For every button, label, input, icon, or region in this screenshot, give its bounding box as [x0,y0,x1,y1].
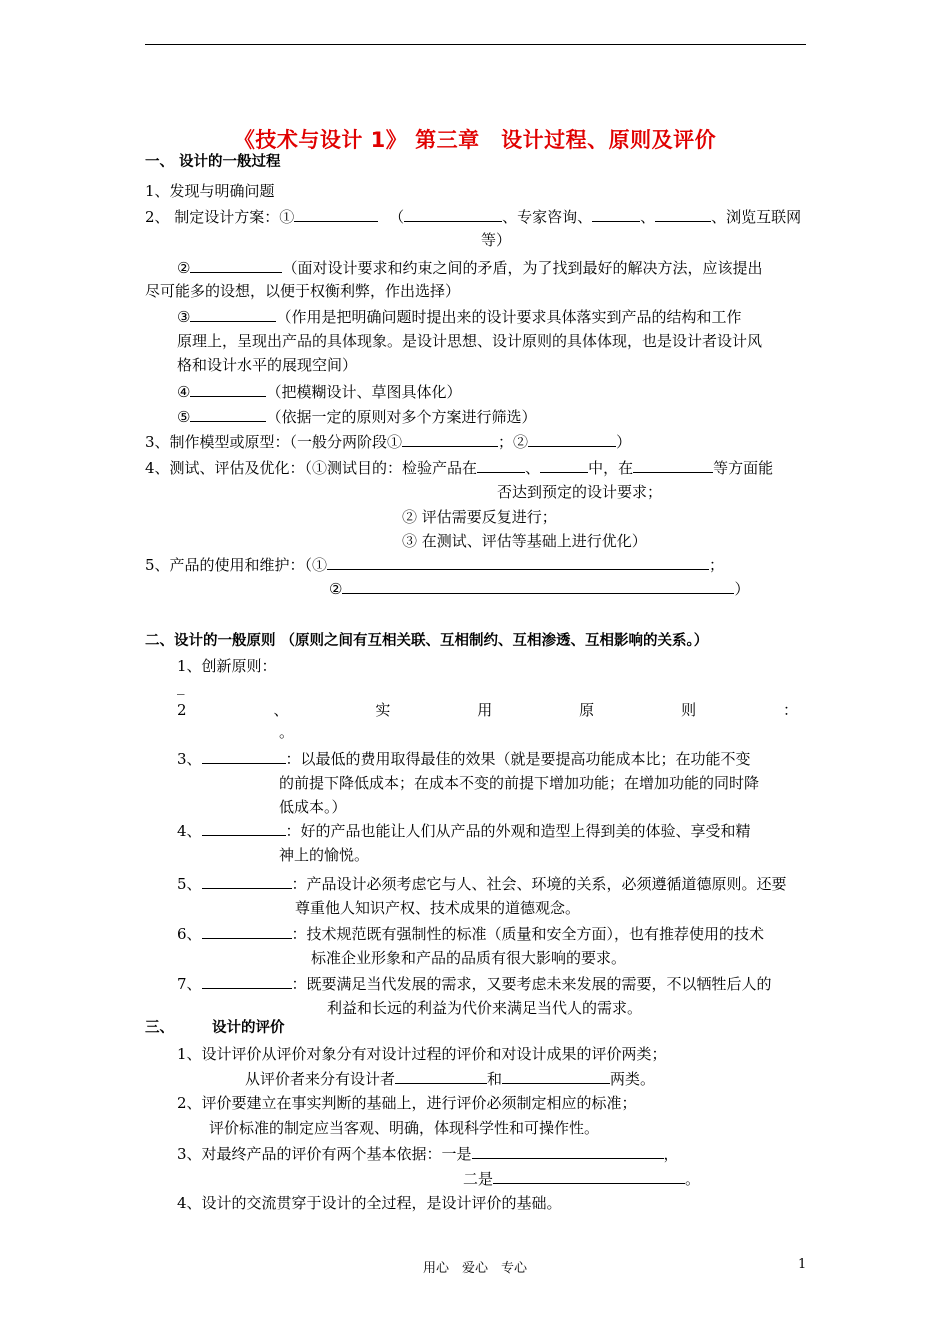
blank-field[interactable] [342,578,734,594]
blank-field[interactable] [202,923,292,939]
blank-field[interactable] [493,1168,685,1184]
s3-eval-1-b: 从评价者来分有设计者 和 两类。 [245,1070,656,1088]
s3-eval-3: 3、对最终产品的评价有两个基本依据：一是 ， [177,1145,679,1163]
s2-rule-7: 7、 ：既要满足当代发展的需求，又要考虑未来发展的需要，不以牺牲后人的 [177,975,772,993]
section-1-heading: 一、 设计的一般过程 [145,154,281,170]
blank-field[interactable] [190,257,282,273]
s1-item-4: 4、测试、评估及优化：（①测试目的：检验产品在 、 中，在 等方面能 [145,459,774,477]
s1-plan-5: ⑤ （依据一定的原则对多个方案进行筛选） [177,408,537,426]
s2-rule-1: 1、创新原则： [177,657,277,675]
blank-field[interactable] [477,457,525,473]
s3-eval-1: 1、设计评价从评价对象分有对设计过程的评价和对设计成果的评价两类； [177,1045,667,1063]
blank-field[interactable] [190,306,276,322]
s3-eval-3-b: 二是 。 [463,1170,701,1188]
blank-field[interactable] [294,206,378,222]
s2-rule-5: 5、 ：产品设计必须考虑它与人、社会、环境的关系，必须遵循道德原则。还要 [177,875,787,893]
s2-rule-3-cont-1: 的前提下降低成本；在成本不变的前提下增加功能；在增加功能的同时降 [279,774,760,792]
header-rule [145,44,806,45]
s2-rule-7-cont: 利益和长远的利益为代价来满足当代人的需求。 [327,999,643,1017]
section-2-heading: 二、设计的一般原则 （原则之间有互相关联、互相制约、互相渗透、互相影响的关系。） [145,633,709,649]
blank-field[interactable] [202,873,292,889]
s2-rule-2-end: 。 [279,723,295,741]
s1-plan-3-cont-1: 原理上，呈现出产品的具体现象。是设计思想、设计原则的具体体现，也是设计者设计风 [177,332,763,350]
s1-item-2-cont: 等） [481,231,512,249]
s2-rule-3-cont-2: 低成本。） [279,798,347,816]
s2-rule-3: 3、 ：以最低的费用取得最佳的效果（就是要提高功能成本比；在功能不变 [177,750,751,768]
s3-eval-2-b: 评价标准的制定应当客观、明确，体现科学性和可操作性。 [209,1119,600,1137]
s1-item-4-cont: 否达到预定的设计要求； [497,483,663,501]
blank-field[interactable] [395,1068,487,1084]
s3-eval-2: 2、评价要建立在事实判断的基础上，进行评价必须制定相应的标准； [177,1094,637,1112]
s1-item-5: 5、产品的使用和维护：（① ； [145,556,725,574]
s1-plan-3-cont-2: 格和设计水平的展现空间） [177,356,358,374]
blank-field[interactable] [202,748,286,764]
s2-rule-2: 2 、 实 用 原 则 ： [177,701,798,719]
s2-rule-6-cont: 标准企业形象和产品的品质有很大影响的要求。 [311,949,627,967]
blank-field[interactable] [472,1143,664,1159]
blank-field[interactable] [592,206,640,222]
footer-motto: 用心 爱心 专心 [422,1261,527,1276]
s1-item-2: 2、 制定设计方案：① （ 、专家咨询、 、 、浏览互联网 [145,208,802,226]
page-number: 1 [798,1257,807,1272]
section-3-heading: 三、 设计的评价 [145,1020,285,1036]
s1-item-5-b: ② ） [329,580,750,598]
s1-item-4-sub-2: ② 评估需要反复进行； [402,508,557,526]
s2-rule-4: 4、 ：好的产品也能让人们从产品的外观和造型上得到美的体验、享受和精 [177,822,751,840]
s1-plan-3: ③ （作用是把明确问题时提出来的设计要求具体落实到产品的结构和工作 [177,308,742,326]
blank-field[interactable] [633,457,713,473]
s1-plan-2-cont: 尽可能多的设想，以便于权衡利弊，作出选择） [145,282,461,300]
s2-rule-1-blank: _ [177,677,185,695]
blank-field[interactable] [190,406,266,422]
s2-rule-6: 6、 ：技术规范既有强制性的标准（质量和安全方面），也有推荐使用的技术 [177,925,765,943]
blank-field[interactable] [404,206,502,222]
blank-field[interactable] [502,1068,610,1084]
blank-field[interactable] [202,973,292,989]
s2-rule-5-cont: 尊重他人知识产权、技术成果的道德观念。 [295,899,581,917]
blank-field[interactable] [528,431,616,447]
s2-rule-4-cont: 神上的愉悦。 [279,846,370,864]
s1-plan-4: ④ （把模糊设计、草图具体化） [177,383,462,401]
s1-item-4-sub-3: ③ 在测试、评估等基础上进行优化） [402,532,647,550]
s1-item-1: 1、发现与明确问题 [145,182,275,200]
blank-field[interactable] [190,381,266,397]
blank-field[interactable] [655,206,711,222]
blank-field[interactable] [202,820,286,836]
blank-field[interactable] [402,431,498,447]
blank-field[interactable] [327,554,709,570]
s3-eval-4: 4、设计的交流贯穿于设计的全过程，是设计评价的基础。 [177,1194,562,1212]
s1-plan-2: ② （面对设计要求和约束之间的矛盾，为了找到最好的解决方法，应该提出 [177,259,763,277]
page-title: 《技术与设计 1》 第三章 设计过程、原则及评价 [233,128,717,152]
blank-field[interactable] [540,457,588,473]
s1-item-3: 3、制作模型或原型：（一般分两阶段① ；② ） [145,433,632,451]
